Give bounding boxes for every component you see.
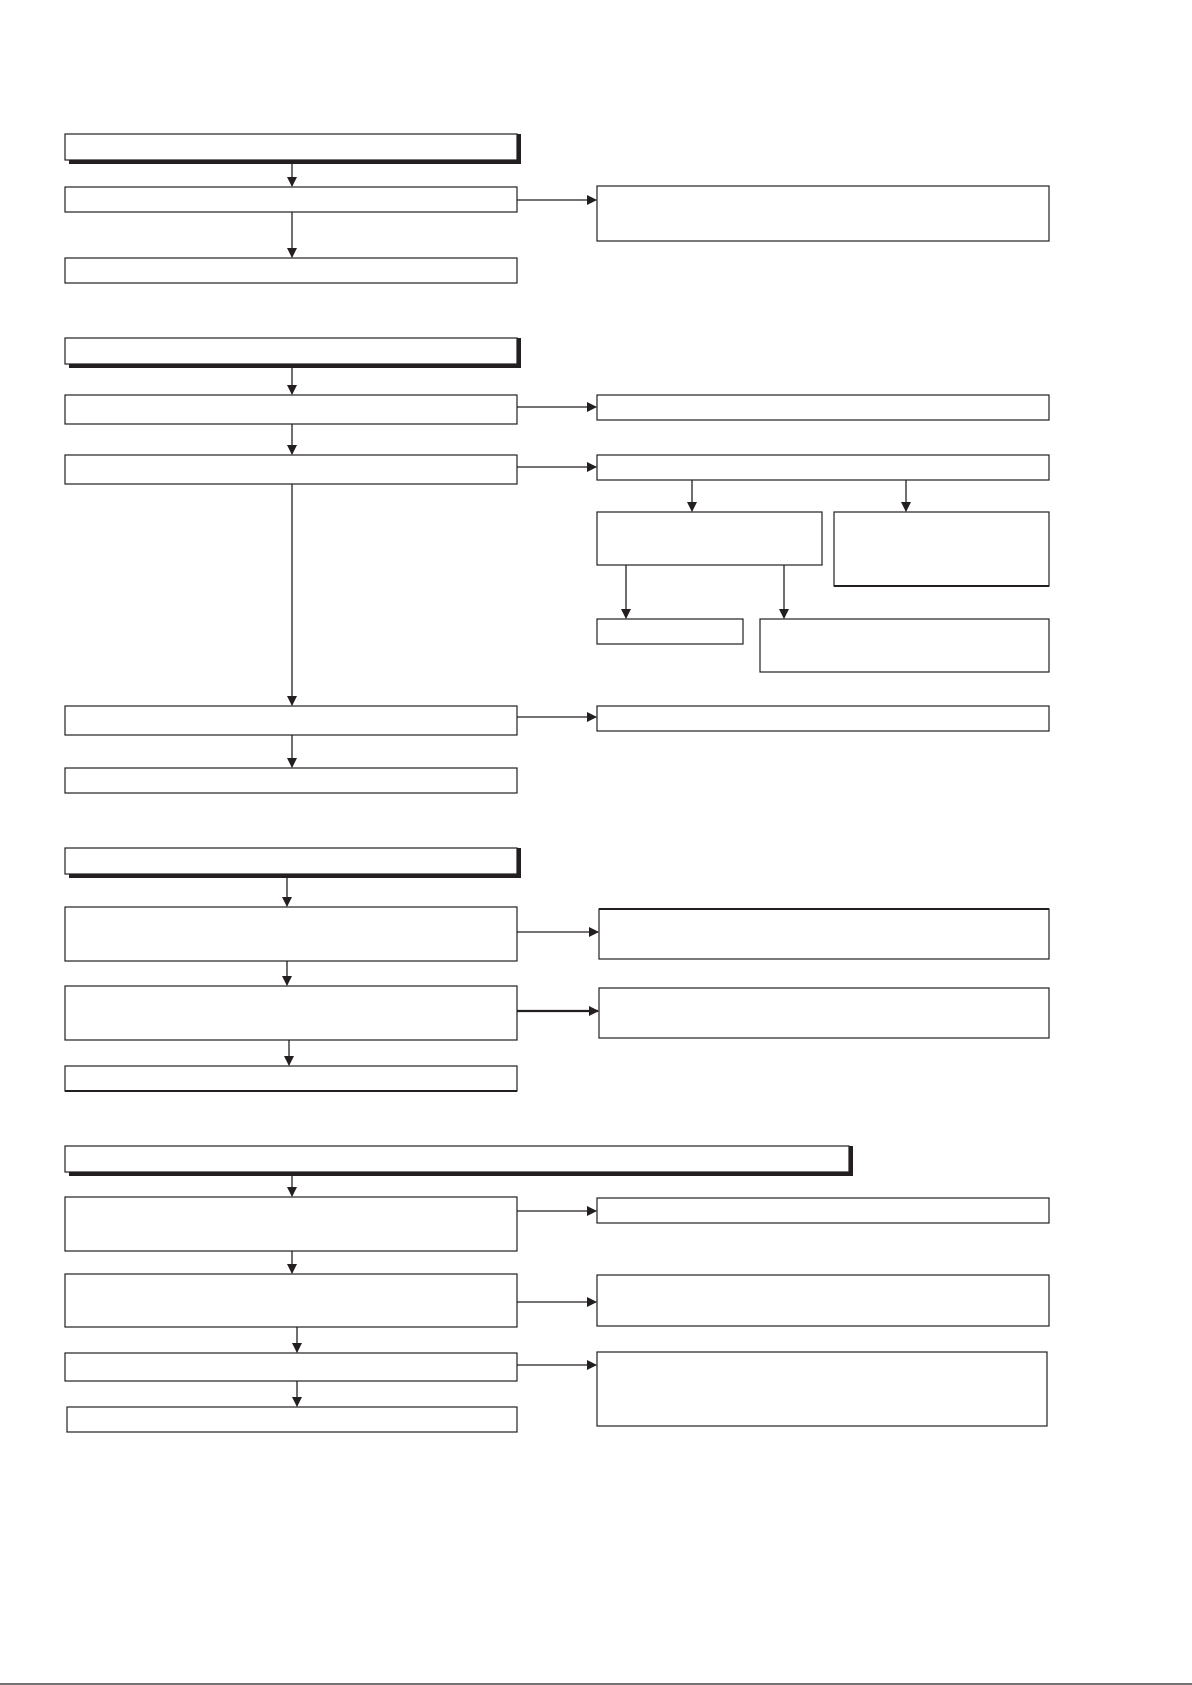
step-box xyxy=(65,395,517,424)
end-box xyxy=(67,1407,517,1432)
flowchart-group-3 xyxy=(65,848,1049,1091)
sub-branch-box xyxy=(597,512,822,565)
sub-branch-box xyxy=(760,619,1049,672)
branch-box xyxy=(597,186,1049,241)
header-box-2 xyxy=(65,338,517,364)
sub-branch-box xyxy=(597,619,743,644)
end-box xyxy=(65,1066,517,1091)
branch-box xyxy=(597,1352,1047,1426)
branch-box xyxy=(597,455,1049,480)
branch-box xyxy=(597,1198,1049,1223)
step-box xyxy=(65,907,517,961)
header-box-3 xyxy=(65,848,517,874)
flowchart-group-2 xyxy=(65,338,1049,793)
step-box xyxy=(65,455,517,484)
header-box-4 xyxy=(65,1146,849,1172)
branch-box xyxy=(597,395,1049,420)
end-box xyxy=(65,258,517,283)
branch-box xyxy=(599,909,1049,959)
step-box xyxy=(65,187,517,212)
flowchart-group-1 xyxy=(65,134,1049,283)
sub-branch-box xyxy=(834,512,1049,586)
step-box xyxy=(65,1353,517,1381)
branch-box xyxy=(599,988,1049,1038)
step-box xyxy=(65,986,517,1040)
flowchart-group-4 xyxy=(65,1146,1049,1432)
header-box-1 xyxy=(65,134,517,160)
step-box xyxy=(65,1274,517,1327)
step-box xyxy=(65,706,517,735)
branch-box xyxy=(597,706,1049,731)
end-box xyxy=(65,768,517,793)
branch-box xyxy=(597,1275,1049,1326)
step-box xyxy=(65,1197,517,1251)
